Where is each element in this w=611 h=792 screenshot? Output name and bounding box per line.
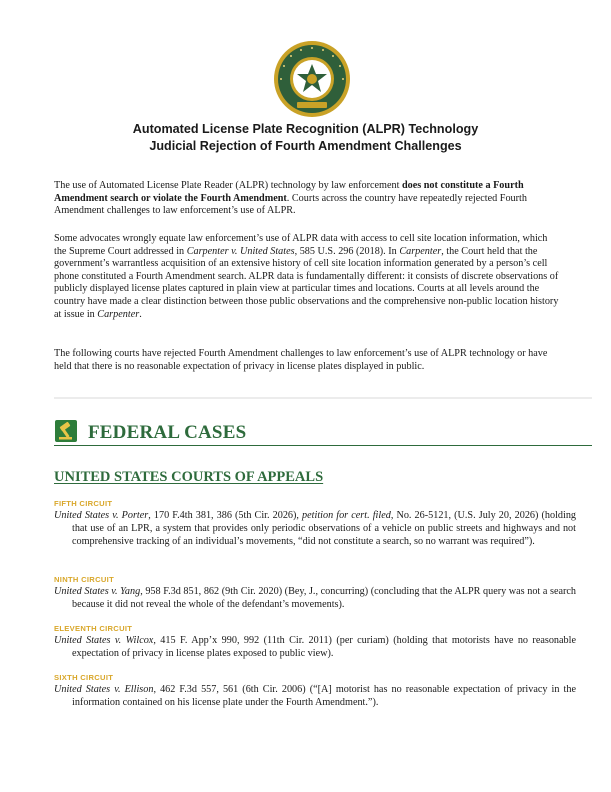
document-title (0, 121, 611, 155)
case-cite: , 462 F.3d 557, 561 (6th Cir. 2006) (“[A] motorist has no reasonable expectation of privacy in the information contained on his license plate under the Fourth Amendment.”). (72, 684, 576, 708)
p2-text-b: , 585 U.S. 296 (2018). In (294, 245, 400, 257)
circuit-label-sixth: SIXTH CIRCUIT (54, 673, 114, 682)
case-entry-porter (54, 509, 576, 548)
intro-paragraph-1 (54, 180, 560, 218)
seal-icon (273, 40, 351, 118)
case-cite: , 958 F.3d 851, 862 (9th Cir. 2020) (Bey, J., concurring) (concluding that the ALPR query was not a search because it did not reveal the whole of the defendant’s movements). (72, 586, 576, 610)
intro-paragraph-3: The following courts have rejected Fourth Amendment challenges to law enforcement’s use of ALPR technology or have held that there is no reasonable expectation of privacy in license plates displayed in public. (54, 348, 548, 372)
p2-text-a: Some advocates wrongly equate law enforcement’s use of ALPR data with access to cell site location information, which the Supreme Court addressed in (54, 233, 548, 257)
case-name: United States v. Wilcox (54, 635, 154, 646)
case-cert-note: petition for cert. filed (302, 510, 391, 521)
courts-of-appeals-heading: UNITED STATES COURTS OF APPEALS (54, 469, 324, 485)
case-entry-wilcox (54, 634, 576, 660)
case-entry-yang (54, 585, 576, 611)
federal-heading-rule (54, 445, 592, 446)
case-name: United States v. Ellison (54, 684, 154, 695)
p2-case-3: Carpenter (97, 308, 140, 320)
p1-text-b: . Courts across the country have repeatedly rejected Fourth Amendment challenges to law enforcement’s use of ALPR. (54, 192, 527, 217)
case-name: United States v. Yang (54, 586, 141, 597)
intro-paragraph-2 (54, 233, 560, 321)
case-cite: , 415 F. App’x 990, 992 (11th Cir. 2011) (per curiam) (holding that motorists have no reasonable expectation of privacy in license plates exposed to public view). (72, 635, 576, 659)
federal-cases-heading: FEDERAL CASES (88, 422, 247, 443)
case-name: United States v. Porter (54, 510, 149, 521)
p2-text-c: , the Court held that the government’s warrantless acquisition of an extensive history of cell site location information generated by a person’s cell phone constituted a Fourth Amendment search. ALPR data is fundamentally different: it consists of discrete observations of publicly displayed license plates captured in plain view at particular times and locations. Courts at all levels around the country have made a clear distinction between those public observations and the comprehensive non-public location history at issue in (54, 245, 559, 320)
section-divider (54, 397, 592, 399)
p2-text-d: . (139, 308, 142, 320)
circuit-label-eleventh: ELEVENTH CIRCUIT (54, 624, 133, 633)
p1-bold: does not constitute a Fourth Amendment search or violate the Fourth Amendment (54, 180, 524, 204)
p1-text-a: The use of Automated License Plate Reader (ALPR) technology by law enforcement (54, 180, 402, 191)
case-cite: , 170 F.4th 381, 386 (5th Cir. 2026), (148, 510, 303, 521)
title-line-1: Automated License Plate Recognition (ALPR) Technology (132, 122, 479, 136)
p2-case-1: Carpenter v. United States (186, 245, 295, 257)
title-line-2: Judicial Rejection of Fourth Amendment Challenges (149, 139, 462, 153)
gavel-icon (55, 420, 77, 442)
circuit-label-fifth: FIFTH CIRCUIT (54, 499, 113, 508)
case-entry-ellison (54, 683, 576, 709)
case-rest: , No. 26-5121, (U.S. July 20, 2026) (holding that use of an LPR, a system that provides only periodic observations of a vehicle on public streets and highways and not comprehensive tracking of an individual’s movements, “did not constitute a search, so no warrant was required”). (72, 510, 577, 547)
circuit-label-ninth: NINTH CIRCUIT (54, 575, 115, 584)
p2-case-2: Carpenter (399, 245, 442, 257)
sheriff-seal (273, 40, 351, 118)
